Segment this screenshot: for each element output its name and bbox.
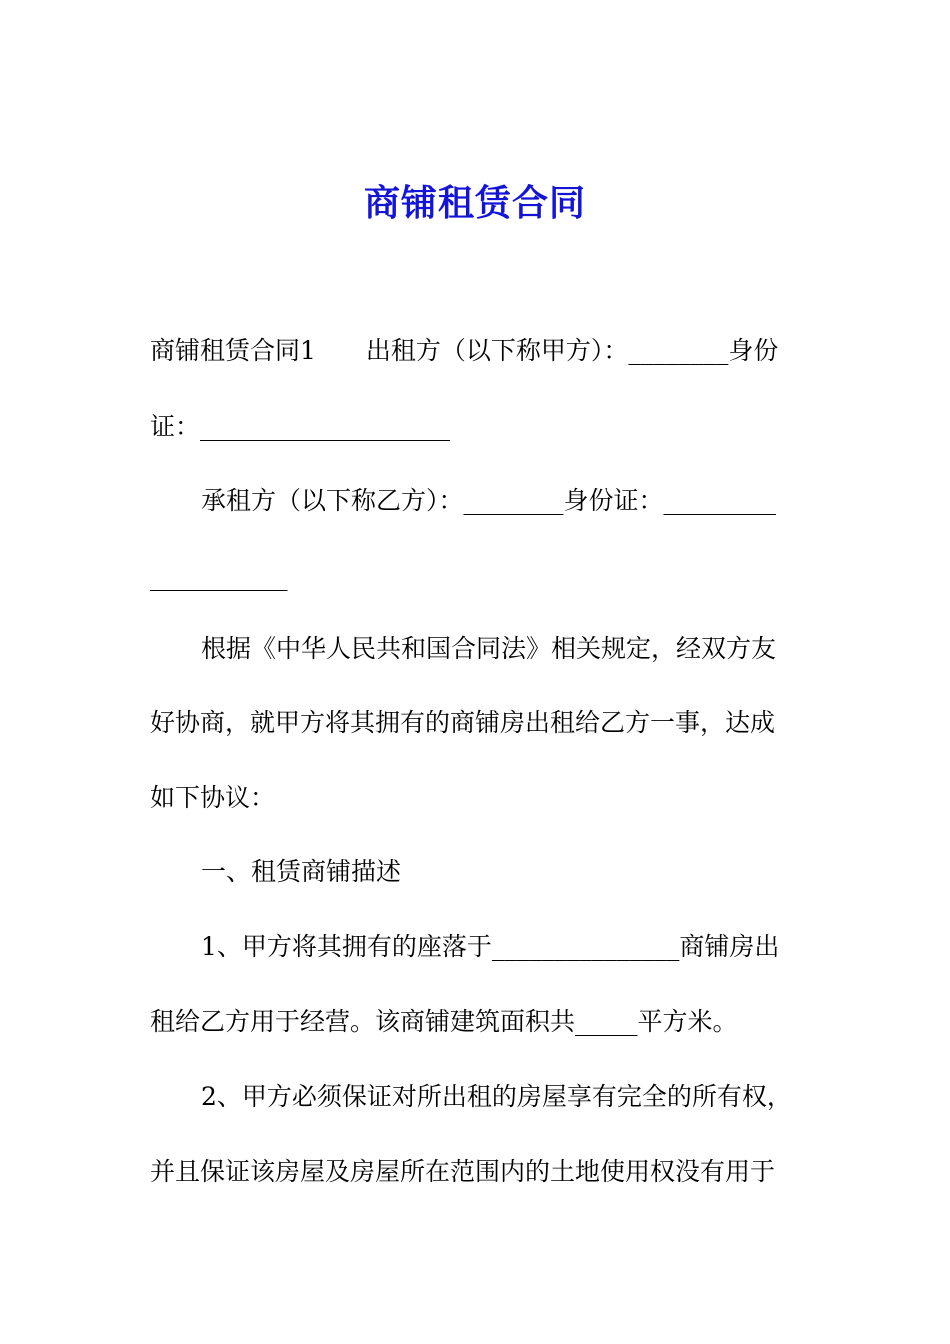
document-title: 商铺租赁合同 xyxy=(363,182,586,224)
contract-line-4: ___________ xyxy=(150,562,288,591)
section-heading: 一、租赁商铺描述 xyxy=(201,857,402,886)
contract-line-5: 根据《中华人民共和国合同法》相关规定，经双方友 xyxy=(201,634,777,663)
contract-line-1: 商铺租赁合同1 出租方（以下称甲方）：________身份 xyxy=(150,336,779,365)
contract-line-3: 承租方（以下称乙方）：________身份证：_________ xyxy=(201,486,777,515)
contract-line-11: 2、甲方必须保证对所出租的房屋享有完全的所有权， xyxy=(201,1082,792,1111)
contract-line-12: 并且保证该房屋及房屋所在范围内的土地使用权没有用于 xyxy=(150,1157,776,1186)
contract-line-7: 如下协议： xyxy=(150,783,276,812)
contract-line-9: 1、甲方将其拥有的座落于_______________商铺房出 xyxy=(201,932,780,961)
contract-line-2: 证：____________________ xyxy=(150,412,451,441)
contract-line-10: 租给乙方用于经营。该商铺建筑面积共_____平方米。 xyxy=(150,1007,738,1036)
contract-line-6: 好协商，就甲方将其拥有的商铺房出租给乙方一事，达成 xyxy=(150,708,776,737)
